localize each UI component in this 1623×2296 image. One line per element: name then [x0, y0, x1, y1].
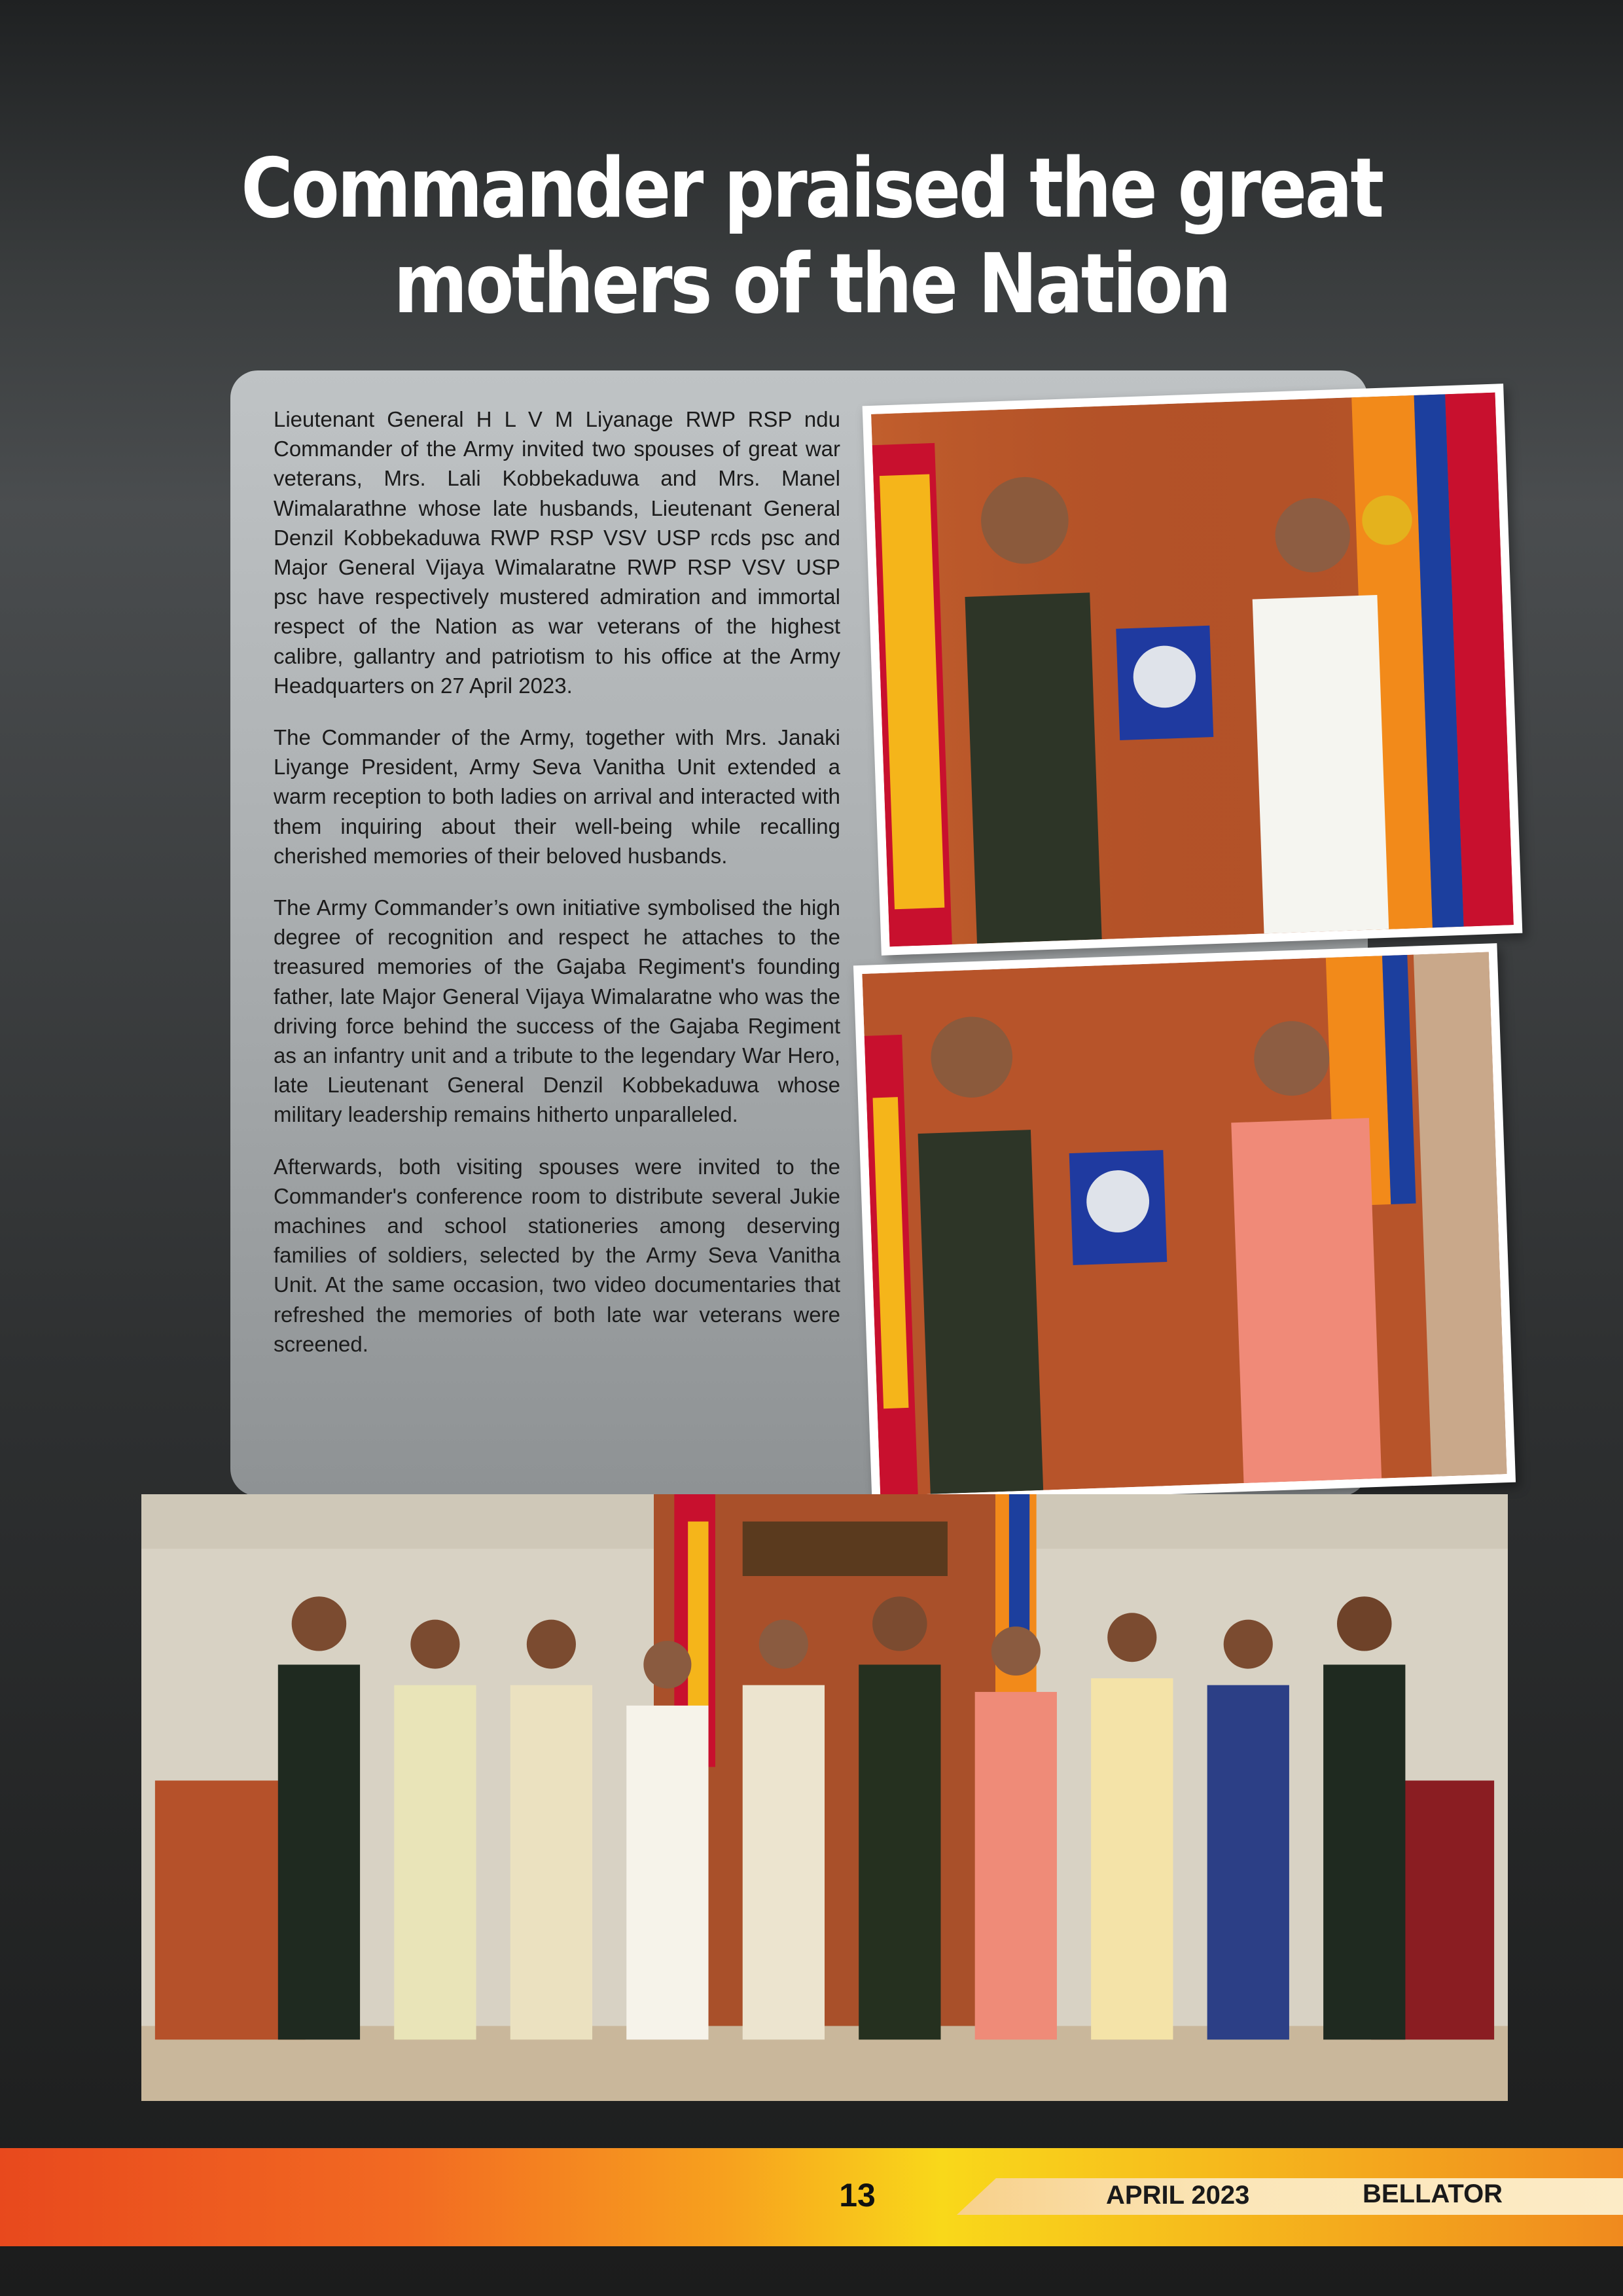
issue-date: APRIL 2023 — [1106, 2181, 1250, 2210]
magazine-name: BELLATOR — [1363, 2179, 1503, 2208]
page-number: 13 — [839, 2177, 876, 2214]
photo-2-image — [862, 952, 1507, 1496]
group-photo — [141, 1494, 1508, 2101]
photo-plaque-presentation-2 — [853, 943, 1516, 1505]
paragraph-2: The Commander of the Army, together with Mrs. Janaki Liyange President, Army Seva Vanitha Unit extended a warm reception to both ladies on arrival and interacted with them inquiring about their well-being while recalling cherished memories of their beloved husbands. — [274, 725, 840, 868]
paragraph-3: The Army Commander’s own initiative symbolised the high degree of recognition and respect he attaches to the treasured memories of the Gajaba Regiment's founding father, late Major General Vijaya Wimalaratne who was the driving force behind the success of the Gajaba Regiment as an infantry unit and a tribute to the legendary War Hero, late Lieutenant General Denzil Kobbekaduwa whose military leadership remains hitherto unparalleled. — [274, 895, 840, 1127]
article-body — [274, 404, 840, 1381]
photo-1-image — [871, 393, 1514, 947]
group-photo-image — [141, 1494, 1508, 2101]
title-line-1: Commander praised the great — [241, 140, 1382, 236]
footer-label-strip — [957, 2178, 1623, 2215]
photo-plaque-presentation-1 — [863, 384, 1523, 956]
article-title — [114, 141, 1510, 332]
title-line-2: mothers of the Nation — [393, 236, 1230, 332]
paragraph-1: Lieutenant General H L V M Liyanage RWP RSP ndu Commander of the Army invited two spouses of great war veterans, Mrs. Lali Kobbekaduwa and Mrs. Manel Wimalarathne whose late husbands, Lieutenant General Denzil Kobbekaduwa RWP RSP VSV USP rcds psc and Major General Vijaya Wimalaratne RWP RSP VSV USP psc have respectively mustered admiration and immortal respect of the Nation as war veterans of the highest calibre, gallantry and patriotism to his office at the Army Headquarters on 27 April 2023. — [274, 407, 840, 698]
paragraph-4: Afterwards, both visiting spouses were invited to the Commander's conference room to distribute several Jukie machines and school stationeries among deserving families of soldiers, selected by the Army Seva Vanitha Unit. At the same occasion, two video documentaries that refreshed the memories of both late war veterans were screened. — [274, 1154, 840, 1356]
